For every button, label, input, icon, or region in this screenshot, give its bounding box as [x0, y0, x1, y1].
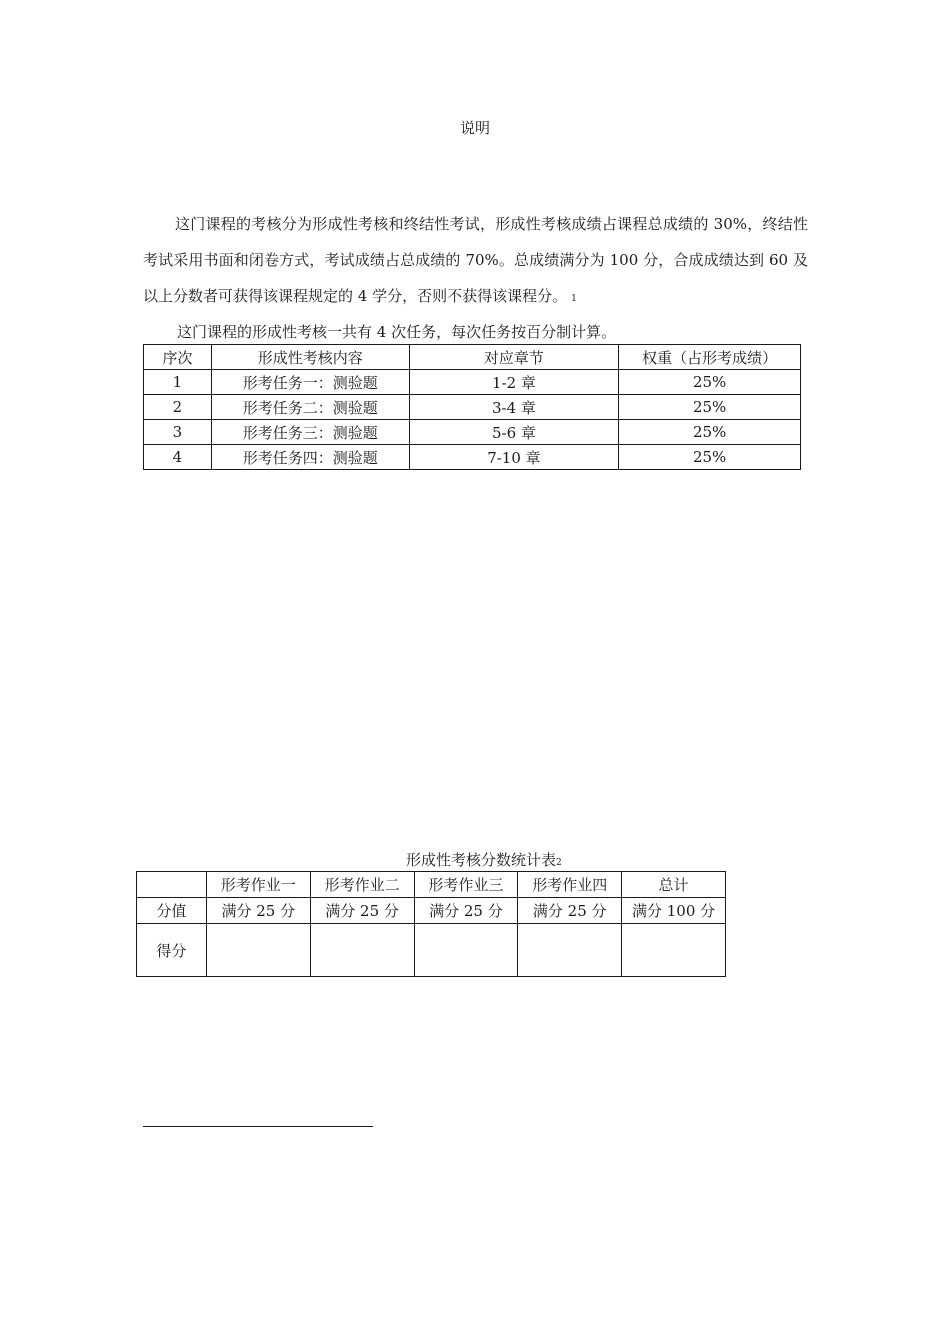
cell-weight: 25% [619, 395, 801, 420]
footnote-mark-1: 1 [571, 294, 577, 304]
cell-content: 形考任务三：测验题 [211, 420, 409, 445]
cell-chapter: 3-4 章 [409, 395, 619, 420]
cell-chapter: 1-2 章 [409, 370, 619, 395]
table-row [144, 420, 801, 445]
earned-cell [414, 924, 518, 977]
cell-chapter: 5-6 章 [409, 420, 619, 445]
task-table-header [144, 345, 801, 370]
cell-seq: 2 [144, 395, 212, 420]
cell-content: 形考任务四：测验题 [211, 445, 409, 470]
score-row-points [137, 898, 726, 924]
score-table [136, 871, 726, 977]
points-cell: 满分 25 分 [414, 898, 518, 924]
header-content: 形成性考核内容 [211, 345, 409, 370]
header-total: 总计 [622, 872, 726, 898]
row-label-earned: 得分 [137, 924, 207, 977]
points-cell: 满分 25 分 [310, 898, 414, 924]
points-cell: 满分 25 分 [518, 898, 622, 924]
earned-cell [206, 924, 310, 977]
header-empty [137, 872, 207, 898]
cell-seq: 3 [144, 420, 212, 445]
cell-chapter: 7-10 章 [409, 445, 619, 470]
earned-cell [310, 924, 414, 977]
points-cell-total: 满分 100 分 [622, 898, 726, 924]
cell-weight: 25% [619, 420, 801, 445]
points-cell: 满分 25 分 [206, 898, 310, 924]
header-assignment-4: 形考作业四 [518, 872, 622, 898]
table-row [144, 395, 801, 420]
header-assignment-2: 形考作业二 [310, 872, 414, 898]
cell-weight: 25% [619, 445, 801, 470]
header-assignment-3: 形考作业三 [414, 872, 518, 898]
cell-content: 形考任务一：测验题 [211, 370, 409, 395]
score-table-caption [406, 849, 562, 870]
footnote-divider [143, 1126, 373, 1127]
score-row-earned [137, 924, 726, 977]
header-seq: 序次 [144, 345, 212, 370]
header-assignment-1: 形考作业一 [206, 872, 310, 898]
table-row [144, 370, 801, 395]
table-row [144, 445, 801, 470]
score-caption-text: 形成性考核分数统计表 [406, 851, 557, 869]
header-chapter: 对应章节 [409, 345, 619, 370]
intro-text: 这门课程的考核分为形成性考核和终结性考试，形成性考核成绩占课程总成绩的 30%，终结性考试采用书面和闭卷方式，考试成绩占总成绩的 70%。总成绩满分为 100 分，合成成绩达到 60 及以上分数者可获得该课程规定的 4 学分，否则不获得该课程分。 [143, 215, 808, 305]
header-weight: 权重（占形考成绩） [619, 345, 801, 370]
score-table-header [137, 872, 726, 898]
cell-content: 形考任务二：测验题 [211, 395, 409, 420]
earned-cell-total [622, 924, 726, 977]
page-title: 说明 [459, 119, 490, 137]
row-label-points: 分值 [137, 898, 207, 924]
footnote-mark-2: 2 [556, 858, 562, 868]
tasks-intro: 这门课程的形成性考核一共有 4 次任务，每次任务按百分制计算。 [177, 323, 617, 341]
intro-paragraph [143, 206, 808, 317]
cell-weight: 25% [619, 370, 801, 395]
cell-seq: 4 [144, 445, 212, 470]
cell-seq: 1 [144, 370, 212, 395]
earned-cell [518, 924, 622, 977]
task-table [143, 344, 801, 470]
